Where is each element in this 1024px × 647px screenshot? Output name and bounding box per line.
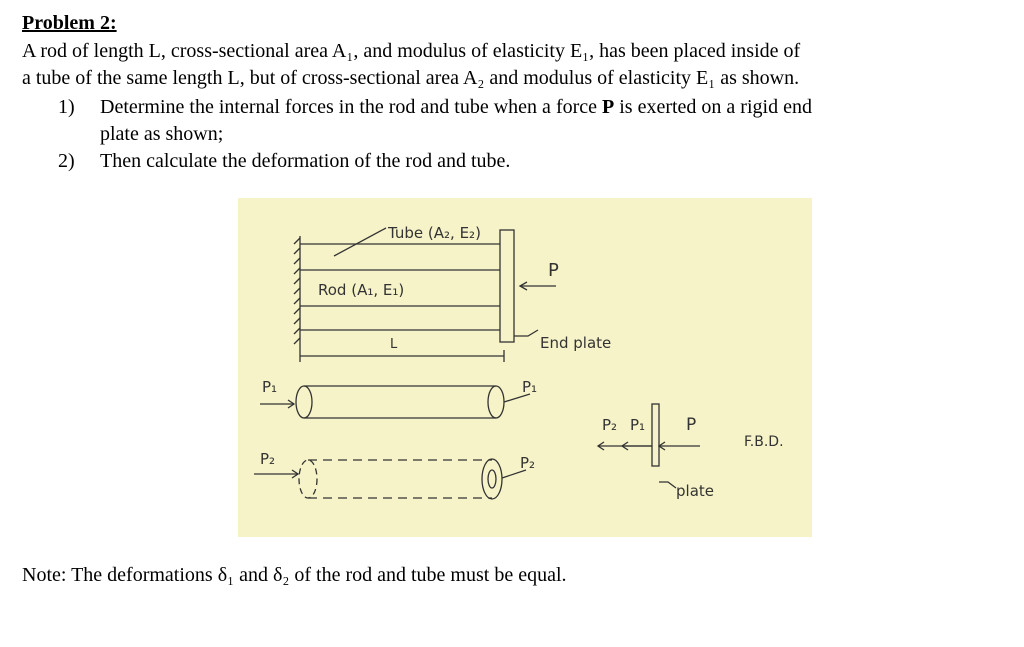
statement-line-2: a tube of the same length L, but of cross-sectional area A₂ and modulus of elasticity E₁ as shown.	[22, 67, 800, 89]
rod-fbd-p1-left-label: P₁	[262, 378, 278, 396]
rod-label: Rod (A₁, E₁)	[318, 281, 405, 299]
statement-line-1: A rod of length L, cross-sectional area A₁, and modulus of elasticity E₁, has been placed inside of	[22, 40, 801, 62]
task-text: Then calculate the deformation of the rod and tube.	[100, 150, 511, 172]
task-item-2	[58, 148, 1008, 175]
end-plate-label: End plate	[540, 334, 612, 352]
force-p-label: P	[548, 260, 559, 281]
problem-heading: Problem 2:	[22, 12, 117, 34]
tube-label: Tube (A₂, E₂)	[388, 224, 481, 242]
task-text-line-2: plate as shown;	[100, 123, 224, 145]
fbd-p1-label: P₁	[630, 416, 646, 434]
tube-leader-line	[334, 228, 386, 256]
tube-fbd-p2-left-label: P₂	[260, 450, 276, 468]
fbd-p-label: P	[686, 415, 697, 435]
task-force-symbol: P	[602, 96, 615, 118]
rod-fbd-p1-right-label: P₁	[522, 378, 538, 396]
sketch-figure	[238, 198, 812, 537]
fbd-plate-label: plate	[676, 482, 714, 500]
fbd-plate	[652, 404, 659, 466]
rod-fbd-body	[304, 386, 496, 418]
sketch-drawing	[238, 198, 812, 537]
task-text-rest: is exerted on a rigid end	[619, 96, 812, 118]
task-text: Determine the internal forces in the rod and tube when a force	[100, 96, 598, 118]
end-plate-leader	[514, 330, 538, 336]
length-label: L	[390, 337, 398, 352]
task-text-line	[100, 94, 1008, 121]
note-text: Note: The deformations δ₁ and δ₂ of the rod and tube must be equal.	[22, 564, 567, 586]
problem-statement	[22, 38, 1012, 92]
fbd-title-label: F.B.D.	[744, 434, 784, 450]
task-list	[58, 94, 1008, 175]
tube-fbd-p2-right-label: P₂	[520, 454, 536, 472]
end-plate	[500, 230, 514, 342]
fbd-p2-label: P₂	[602, 416, 618, 434]
task-item-1	[58, 94, 1008, 148]
task-number: 1)	[58, 96, 75, 118]
wall-hatching	[294, 238, 300, 344]
tube-fbd-body	[308, 460, 492, 498]
fbd-plate-leader	[659, 482, 676, 488]
task-number: 2)	[58, 150, 75, 172]
